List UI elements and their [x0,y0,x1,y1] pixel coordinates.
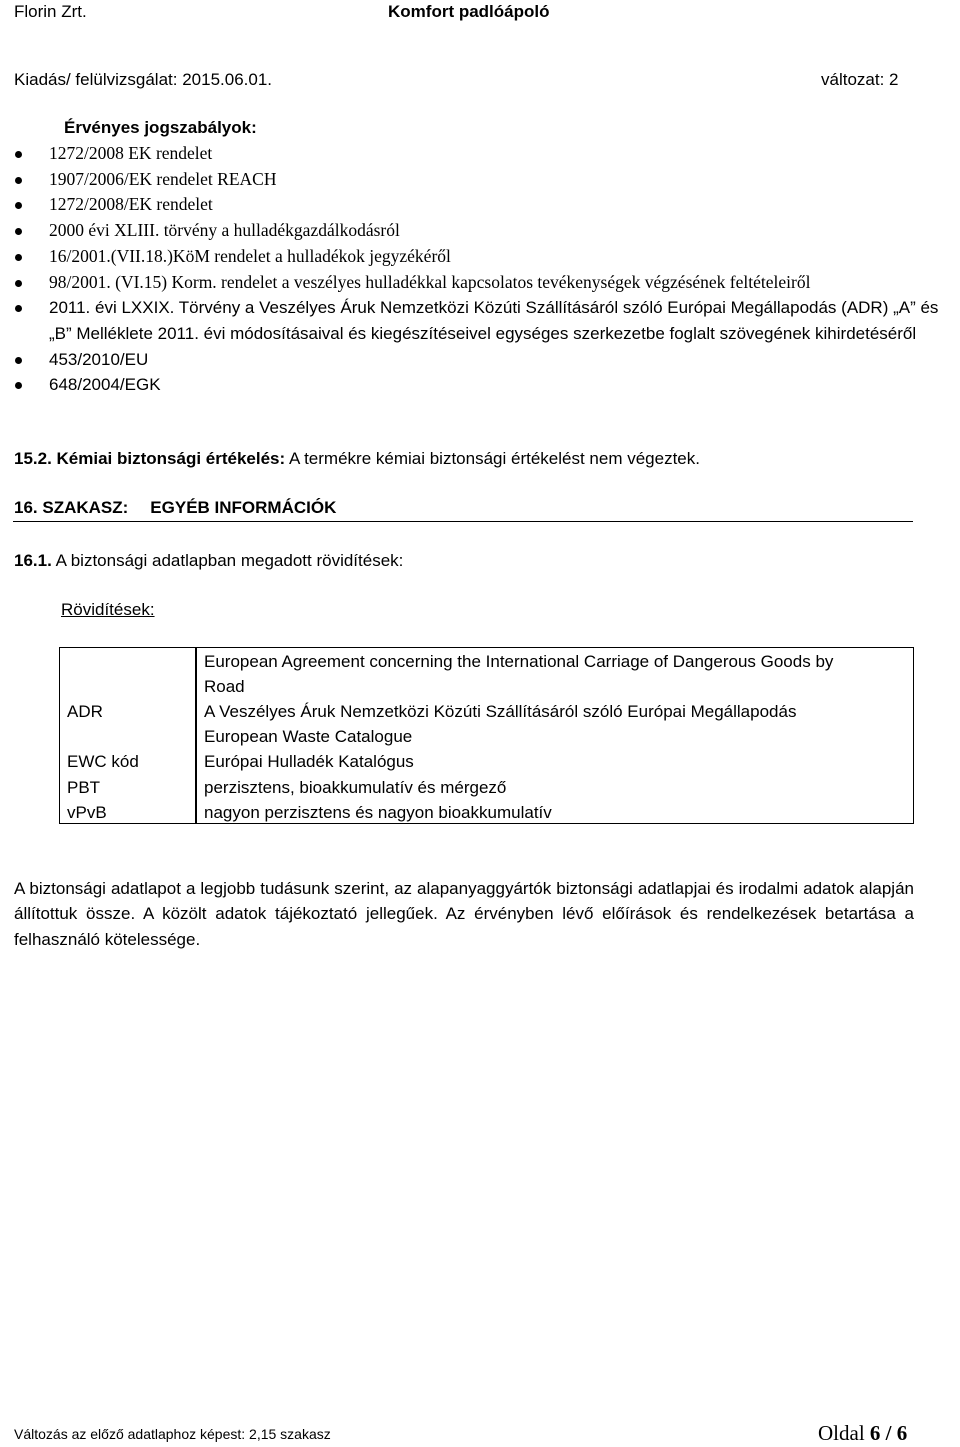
list-item: 16/2001.(VII.18.)KöM rendelet a hulladékok jegyzékéről [0,244,960,270]
bullet-icon [15,357,22,364]
footer-change-note: Változás az előző adatlaphoz képest: 2,15 szakasz [14,1426,331,1442]
section-16-title: EGYÉB INFORMÁCIÓK [150,498,337,517]
page-word: Oldal [818,1421,870,1445]
section-16-1 [14,551,403,571]
def-vpvb: nagyon perzisztens és nagyon bioakkumulatív [204,803,552,822]
abbr-pbt: PBT [67,778,101,797]
list-item: 1907/2006/EK rendelet REACH [0,167,960,193]
page-number [818,1421,907,1446]
bullet-icon [15,202,22,209]
table-divider [195,648,197,823]
page-current: 6 [869,1421,881,1445]
bullet-icon [15,254,22,261]
abbr-adr: ADR [67,702,103,721]
regulations-list [0,141,960,398]
bullet-icon [15,228,22,235]
def-ewc-en: European Waste Catalogue [204,727,413,746]
list-item: 2011. évi LXXIX. Törvény a Veszélyes Áruk Nemzetközi Közúti Szállításáról szóló Európai Megállapodás (ADR) „A” és „B” Melléklete 2011. évi módosításaival és kiegészítéseivel egységes szerkezetbe foglalt szövegének kihirdetéséről [0,295,960,346]
def-adr-en-1: European Agreement concerning the International Carriage of Dangerous Goods by [204,652,834,671]
abbreviations-title: Rövidítések: [61,600,155,619]
section-16-1-text: A biztonsági adatlapban megadott rövidítések: [51,551,404,570]
abbr-ewc: EWC kód [67,752,139,771]
bullet-icon [15,382,22,389]
section-15-2-text: A termékre kémiai biztonsági értékelést nem végeztek. [285,449,700,468]
list-item: 2000 évi XLIII. törvény a hulladékgazdálkodásról [0,218,960,244]
issue-date: Kiadás/ felülvizsgálat: 2015.06.01. [14,70,273,89]
section-15-2-label: 15.2. Kémiai biztonsági értékelés: [14,449,286,468]
def-ewc-hu: Európai Hulladék Katalógus [204,752,414,771]
version-label: változat: 2 [821,70,899,89]
company-name: Florin Zrt. [14,2,87,21]
section-divider [13,521,913,522]
bullet-icon [15,305,22,312]
regulations-title: Érvényes jogszabályok: [64,118,257,137]
page-total: 6 [896,1421,908,1445]
list-item: 453/2010/EU [0,347,960,373]
section-16-heading [14,498,336,518]
list-item: 1272/2008 EK rendelet [0,141,960,167]
abbreviations-table [59,647,914,824]
abbr-vpvb: vPvB [67,803,107,822]
bullet-icon [15,151,22,158]
section-15-2 [14,449,700,469]
bullet-icon [15,280,22,287]
page-separator: / [880,1421,897,1445]
closing-paragraph: A biztonsági adatlapot a legjobb tudásunk szerint, az alapanyaggyártók biztonsági adatlapjai és irodalmi adatok alapján állítottuk össze. A közölt adatok tájékoztató jellegűek. Az érvényben lévő előírások és rendelkezések betartása a felhasználó kötelessége. [14,879,914,949]
section-16-1-label: 16.1. [14,551,52,570]
product-name: Komfort padlóápoló [388,2,550,21]
list-item: 1272/2008/EK rendelet [0,192,960,218]
list-item: 98/2001. (VI.15) Korm. rendelet a veszélyes hulladékkal kapcsolatos tevékenységek végzésének feltételeiről [0,270,960,296]
bullet-icon [15,177,22,184]
def-pbt: perzisztens, bioakkumulatív és mérgező [204,778,507,797]
section-16-number: 16. SZAKASZ: [14,498,129,517]
def-adr-en-2: Road [204,677,245,696]
list-item: 648/2004/EGK [0,372,960,398]
def-adr-hu: A Veszélyes Áruk Nemzetközi Közúti Szállításáról szóló Európai Megállapodás [204,702,797,721]
